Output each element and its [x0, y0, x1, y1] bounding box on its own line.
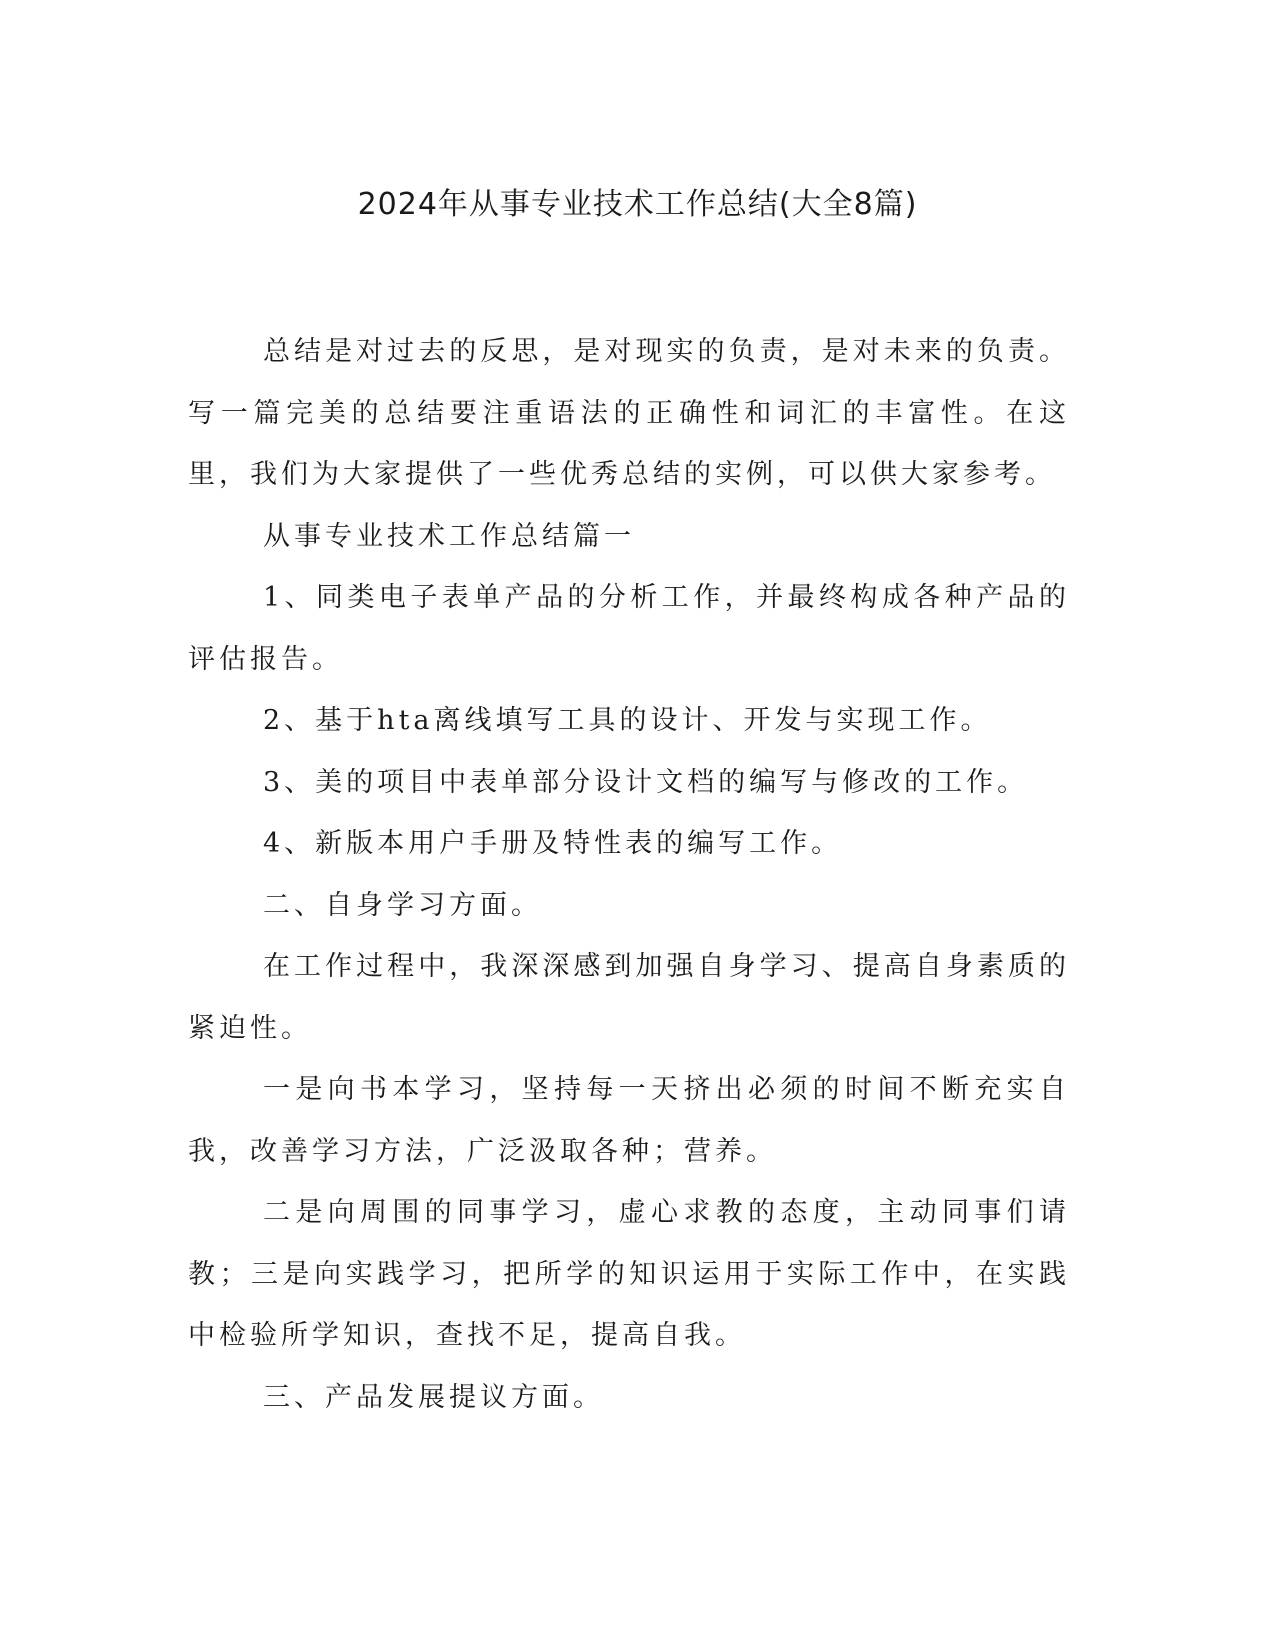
section-heading-part-one: 从事专业技术工作总结篇一 [263, 520, 635, 552]
document-body [188, 321, 1070, 1428]
list-item-3: 3、美的项目中表单部分设计文档的编写与修改的工作。 [263, 766, 1029, 798]
list-item-1: 1、同类电子表单产品的分析工作，并最终构成各种产品的评估报告。 [188, 582, 1070, 675]
body-paragraph: 二是向周围的同事学习，虚心求教的态度，主动同事们请教；三是向实践学习，把所学的知识运用于实际工作中，在实践中检验所学知识，查找不足，提高自我。 [188, 1197, 1070, 1351]
list-item-4: 4、新版本用户手册及特性表的编写工作。 [263, 828, 843, 859]
section-heading-product-suggestions: 三、产品发展提议方面。 [263, 1381, 604, 1413]
intro-paragraph: 总结是对过去的反思，是对现实的负责，是对未来的负责。写一篇完美的总结要注重语法的正确性和词汇的丰富性。在这里，我们为大家提供了一些优秀总结的实例，可以供大家参考。 [188, 336, 1070, 490]
section-heading-self-study: 二、自身学习方面。 [263, 889, 542, 921]
document-title: 2024年从事专业技术工作总结(大全8篇) [357, 187, 918, 222]
body-paragraph: 一是向书本学习，坚持每一天挤出必须的时间不断充实自我，改善学习方法，广泛汲取各种；营养。 [188, 1074, 1070, 1167]
body-paragraph: 在工作过程中，我深深感到加强自身学习、提高自身素质的紧迫性。 [188, 951, 1070, 1044]
list-item-2: 2、基于hta离线填写工具的设计、开发与实现工作。 [263, 705, 992, 736]
